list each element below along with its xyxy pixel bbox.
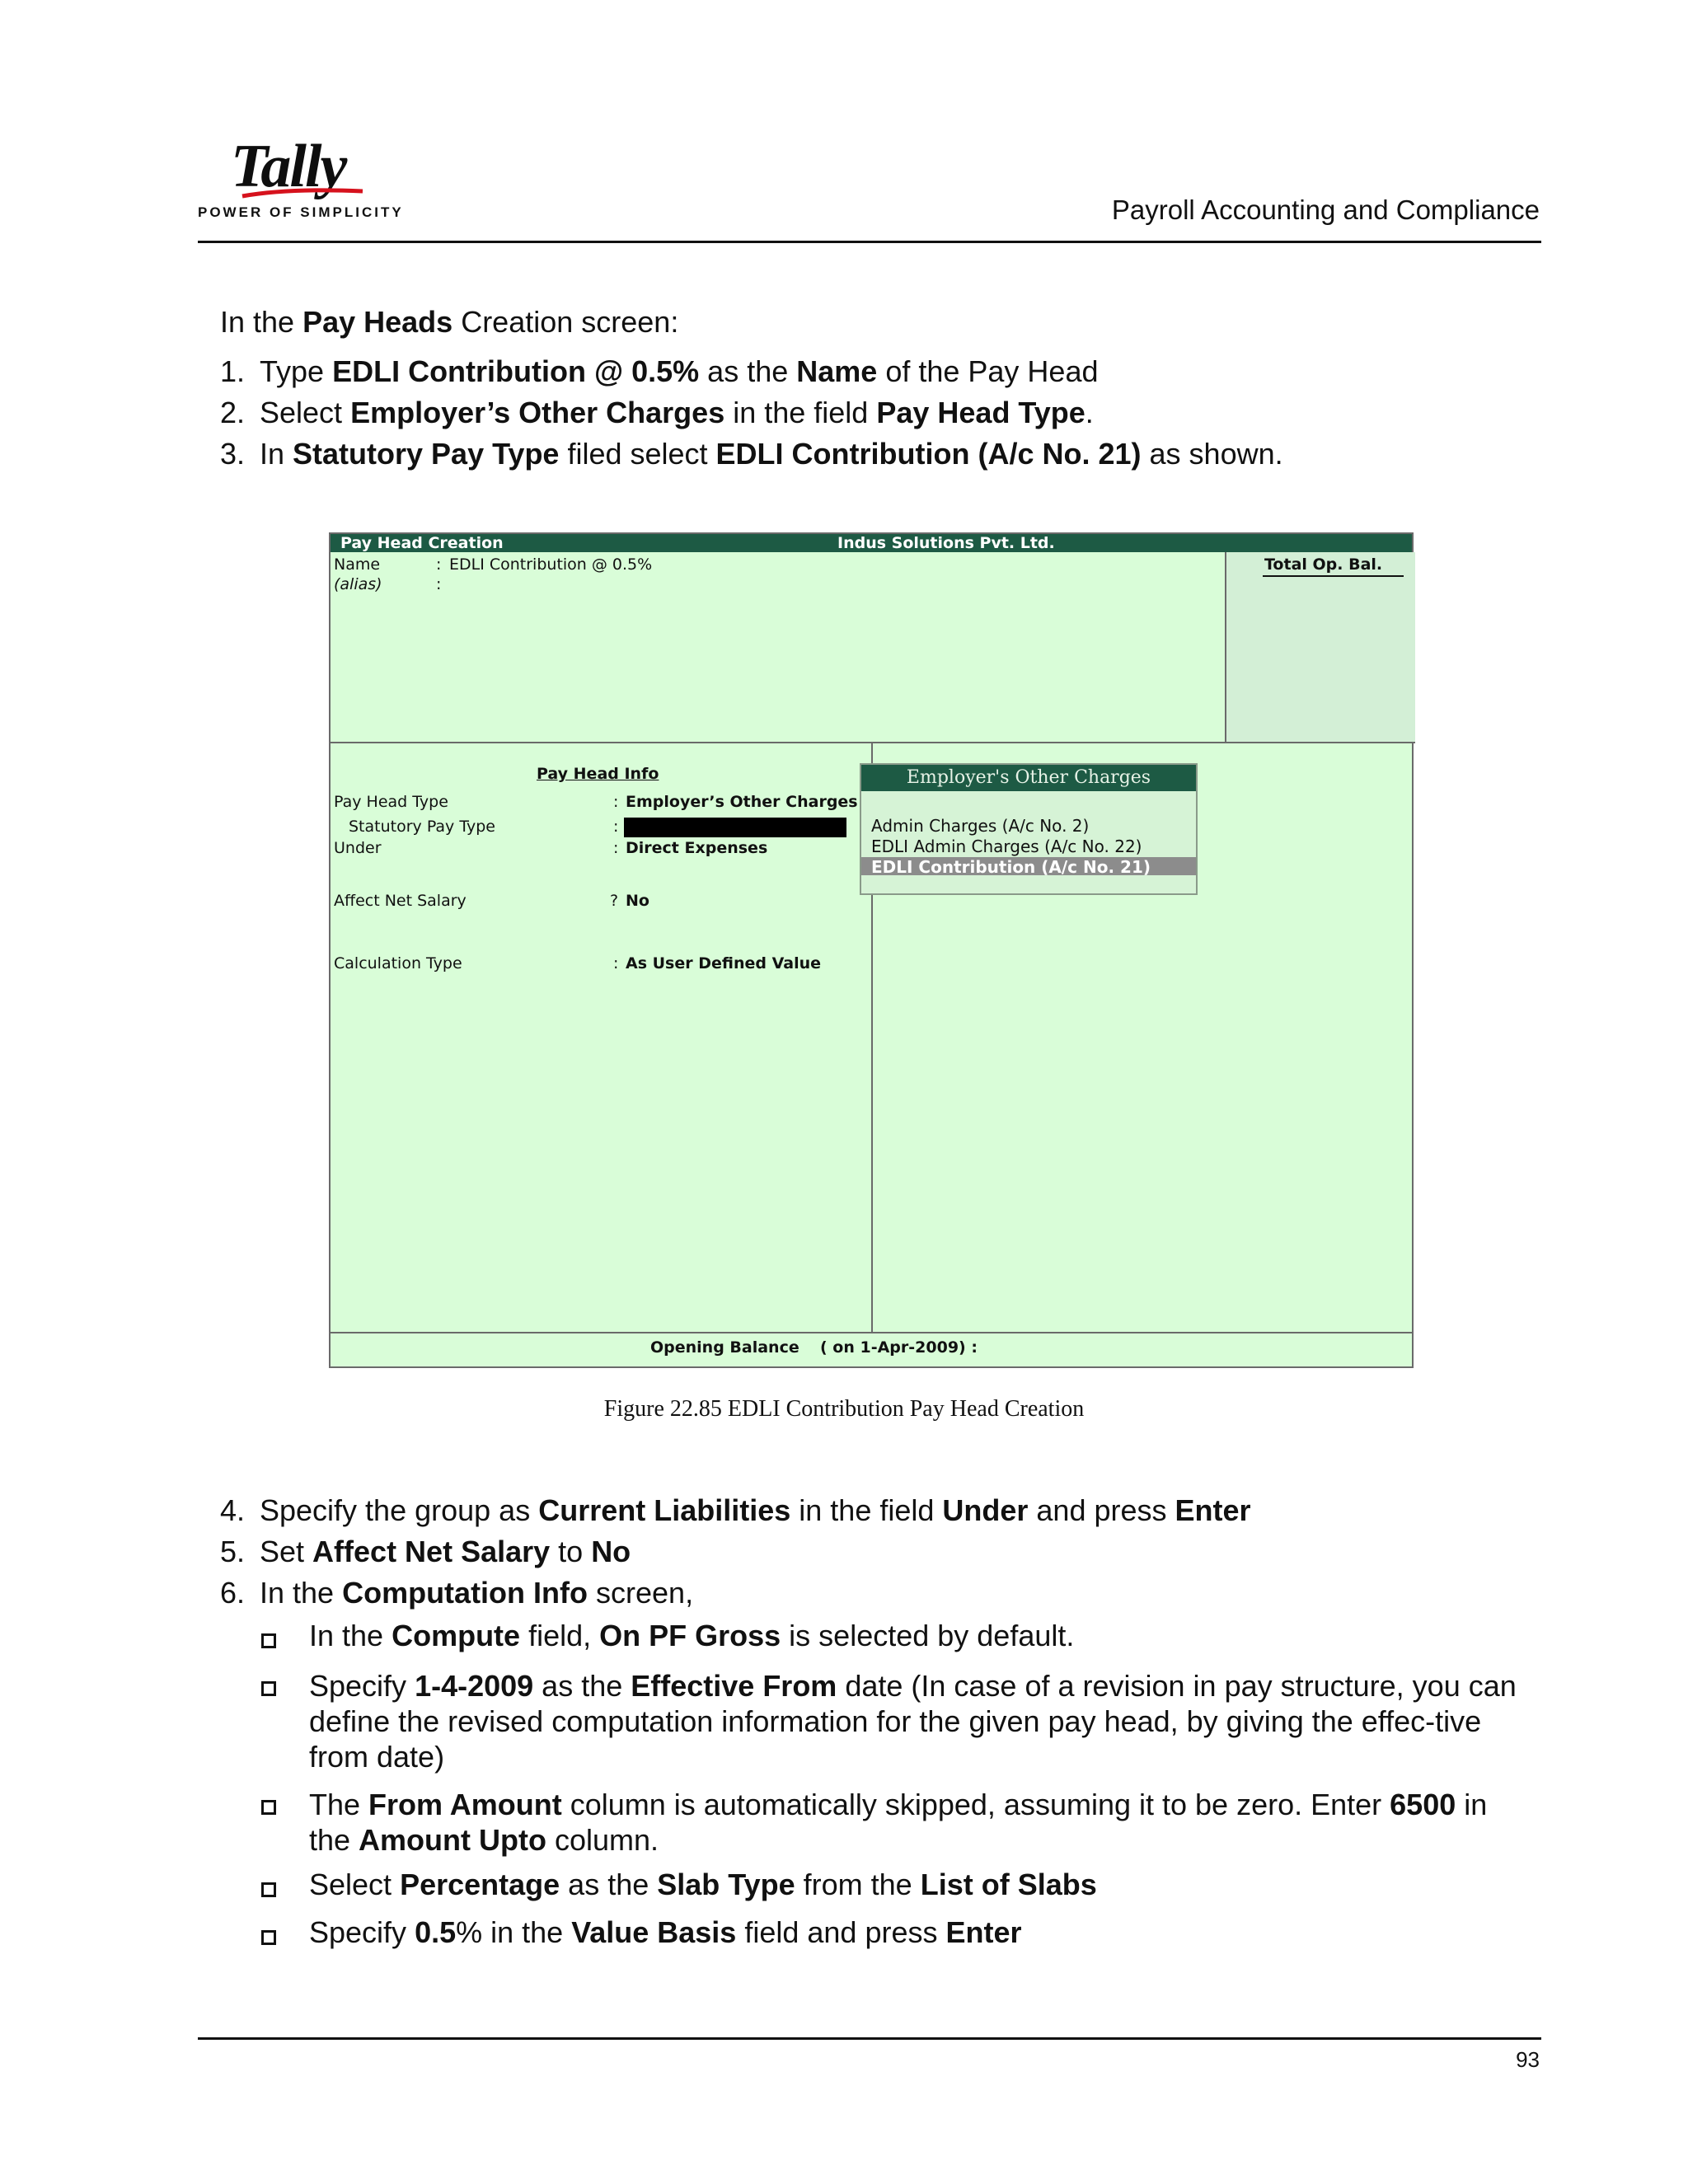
calculation-type-separator: : [613, 954, 619, 972]
affect-net-salary-label: Affect Net Salary [334, 892, 467, 910]
page-number: 93 [1516, 2047, 1540, 2072]
bullet-value-basis: Specify 0.5% in the Value Basis field and press Enter [309, 1915, 1022, 1949]
footer-rule [198, 2037, 1541, 2040]
step-6-text: In the Computation Info screen, [260, 1576, 694, 1610]
total-op-bal-heading: Total Op. Bal. [1263, 555, 1404, 577]
intro-paragraph: In the Pay Heads Creation screen: [220, 305, 679, 339]
selected-list-item-label: EDLI Contribution (A/c No. 21) [871, 857, 1151, 877]
logo-wordmark: Tally [231, 133, 346, 200]
step-2-text: Select Employer’s Other Charges in the field Pay Head Type. [260, 396, 1094, 429]
list-item[interactable]: Admin Charges (A/c No. 2) [871, 816, 1090, 836]
name-label: Name [334, 555, 381, 574]
step-4: 4. [220, 1493, 246, 1527]
name-field[interactable]: EDLI Contribution @ 0.5% [449, 555, 653, 574]
bullet-from-amount: The From Amount column is automatically skipped, assuming it to be zero. Enter 6500 in the Amount Upto column. [309, 1788, 1488, 1857]
section-title: Payroll Accounting and Compliance [1111, 194, 1540, 225]
alias-separator: : [436, 575, 442, 593]
bullet-effective-from: Specify 1-4-2009 as the Effective From date (In case of a revision in pay structure, you can define the revised computation information for the given pay head, by giving the effec-tive from date) [309, 1669, 1517, 1774]
step-3-text: In Statutory Pay Type filed select EDLI Contribution (A/c No. 21) as shown. [260, 437, 1283, 471]
popup-title: Employer's Other Charges [861, 765, 1196, 791]
total-op-bal-panel [1225, 552, 1415, 743]
alias-field[interactable] [449, 575, 696, 593]
step-1-text: Type EDLI Contribution @ 0.5% as the Name of the Pay Head [260, 354, 1099, 388]
pay-head-info-heading: Pay Head Info [537, 765, 659, 783]
logo-swoosh-icon [241, 186, 364, 199]
step-4-text: Specify the group as Current Liabilities in the field Under and press Enter [260, 1493, 1251, 1527]
bullet-icon [261, 1633, 276, 1648]
bullet-slab-type: Select Percentage as the Slab Type from the List of Slabs [309, 1868, 1097, 1901]
company-name: Indus Solutions Pvt. Ltd. [837, 534, 1055, 552]
calculation-type-field[interactable]: As User Defined Value [626, 954, 822, 972]
statutory-pay-type-separator: : [613, 818, 619, 836]
screen-titlebar [331, 534, 1412, 552]
bullet-compute: In the Compute field, On PF Gross is selected by default. [309, 1619, 1075, 1652]
statutory-pay-type-label: Statutory Pay Type [349, 818, 495, 836]
list-item[interactable]: EDLI Admin Charges (A/c No. 22) [871, 837, 1142, 856]
alias-label: (alias) [334, 575, 382, 593]
divider [331, 1332, 1414, 1333]
logo-tagline: POWER OF SIMPLICITY [198, 204, 404, 220]
step-6: 6. [220, 1576, 246, 1610]
bullet-icon [261, 1930, 276, 1945]
bullet-icon [261, 1800, 276, 1815]
step-5: 5. [220, 1535, 246, 1568]
under-field[interactable]: Direct Expenses [626, 839, 768, 857]
selected-list-item[interactable] [861, 857, 1196, 875]
step-5-text: Set Affect Net Salary to No [260, 1535, 631, 1568]
under-separator: : [613, 839, 619, 857]
opening-balance-label: Opening Balance [650, 1338, 799, 1357]
screen-title: Pay Head Creation [340, 534, 504, 552]
figure-caption: Figure 22.85 EDLI Contribution Pay Head Creation [603, 1396, 1085, 1422]
statutory-pay-type-field[interactable] [624, 818, 846, 837]
step-2: 2. [220, 396, 246, 429]
pay-head-type-field[interactable]: Employer’s Other Charges [626, 793, 858, 811]
name-separator: : [436, 555, 442, 574]
step-3: 3. [220, 437, 246, 471]
bullet-icon [261, 1882, 276, 1897]
step-1: 1. [220, 354, 246, 388]
affect-net-salary-field[interactable]: No [626, 892, 649, 910]
pay-head-type-label: Pay Head Type [334, 793, 448, 811]
under-label: Under [334, 839, 382, 857]
affect-net-salary-separator: ? [610, 892, 619, 910]
opening-balance-date: ( on 1-Apr-2009) : [820, 1338, 978, 1357]
pay-head-creation-screen [329, 532, 1414, 1368]
pay-head-type-separator: : [613, 793, 619, 811]
tally-logo [198, 132, 404, 227]
calculation-type-label: Calculation Type [334, 954, 462, 972]
header-rule [198, 241, 1541, 243]
bullet-icon [261, 1681, 276, 1696]
employers-other-charges-list [860, 763, 1198, 895]
